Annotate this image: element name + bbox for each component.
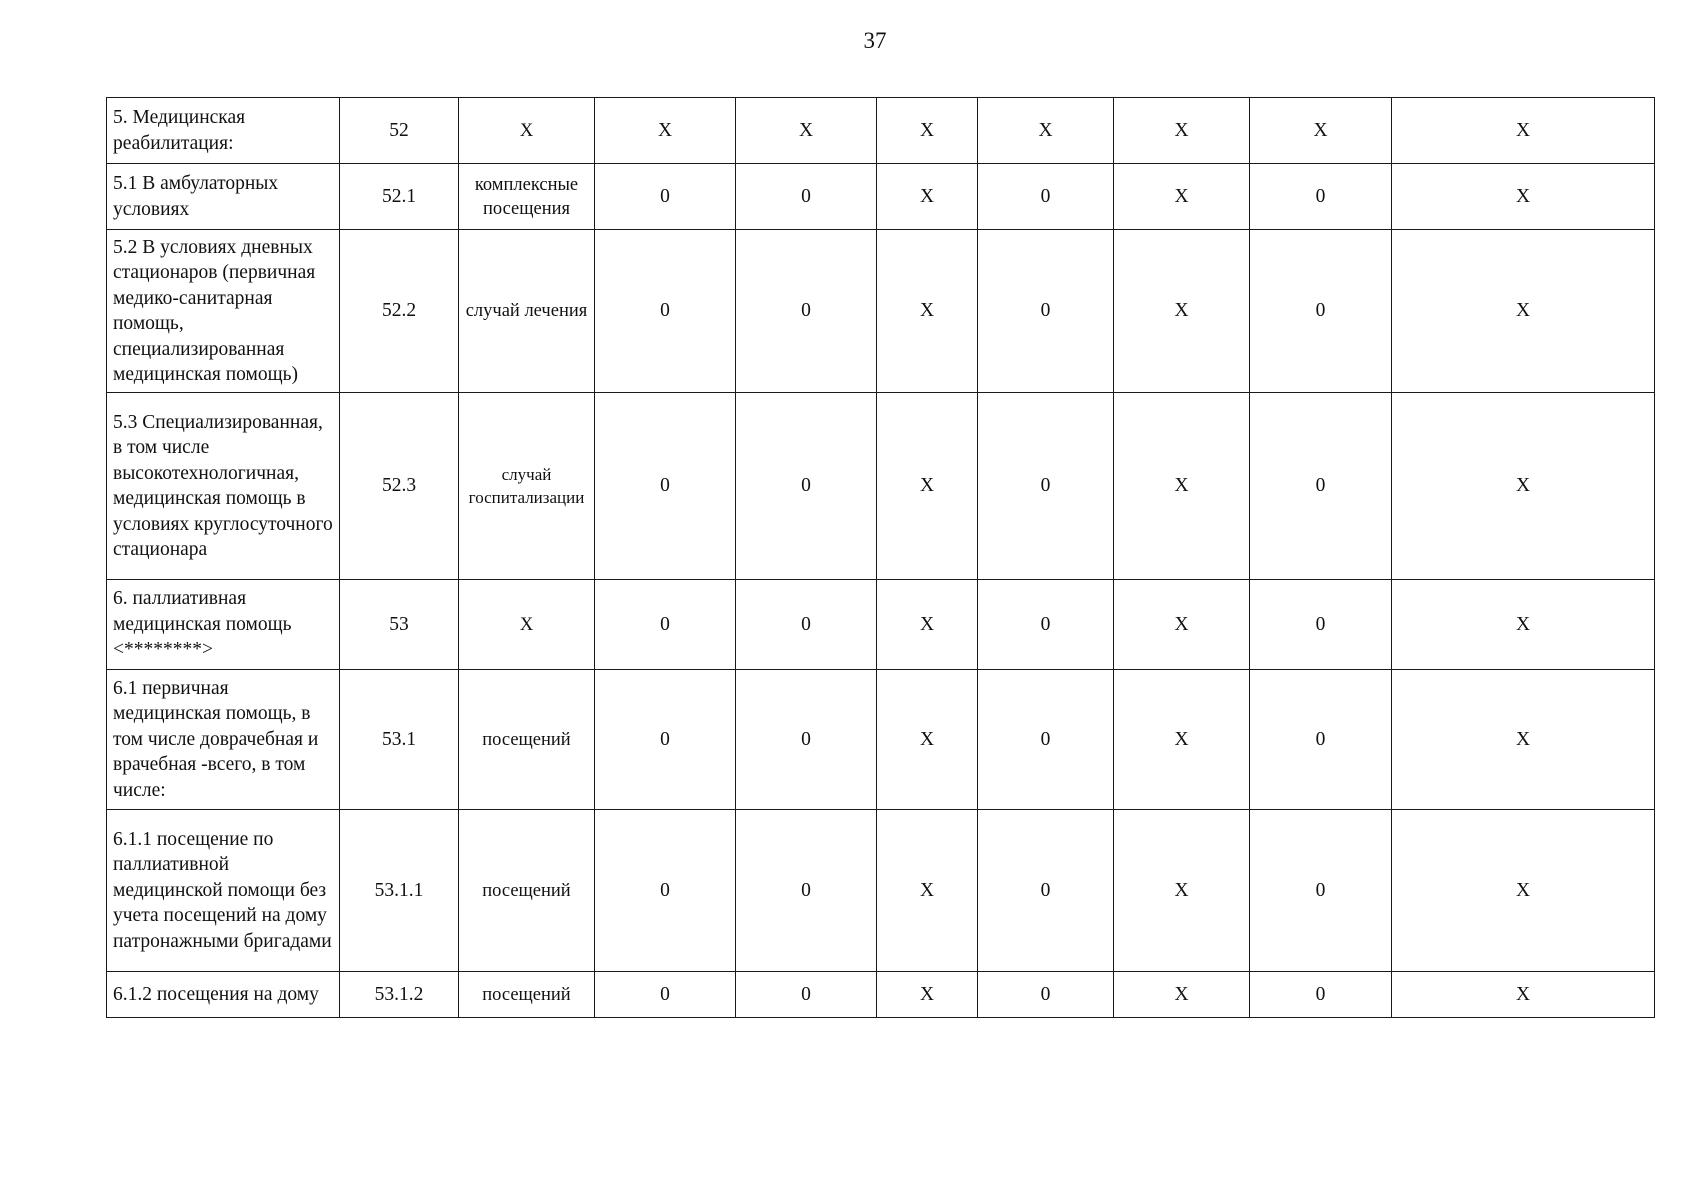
row-value: 0 <box>595 670 736 810</box>
row-value: X <box>1114 393 1250 580</box>
row-value: 0 <box>1250 810 1392 972</box>
row-value: 0 <box>595 810 736 972</box>
row-name: 6.1 первичная медицинская помощь, в том числе доврачебная и врачебная -всего, в том числе: <box>107 670 340 810</box>
row-unit: посещений <box>459 972 595 1018</box>
row-value: 0 <box>1250 230 1392 393</box>
table-row <box>107 164 1655 230</box>
row-value: 0 <box>1250 580 1392 670</box>
row-value: 0 <box>736 580 877 670</box>
row-value: 0 <box>595 393 736 580</box>
row-value: 0 <box>978 580 1114 670</box>
row-value: X <box>1392 164 1655 230</box>
row-value: 0 <box>736 810 877 972</box>
row-code: 52.3 <box>340 393 459 580</box>
row-value: X <box>877 972 978 1018</box>
row-value: 0 <box>978 164 1114 230</box>
row-value: 0 <box>595 972 736 1018</box>
table-row <box>107 230 1655 393</box>
row-value: X <box>877 393 978 580</box>
row-value: X <box>1114 972 1250 1018</box>
table-row <box>107 810 1655 972</box>
table-row <box>107 972 1655 1018</box>
row-code: 52 <box>340 98 459 164</box>
row-value: 0 <box>1250 164 1392 230</box>
row-unit: комплексные посещения <box>459 164 595 230</box>
row-value: 0 <box>978 230 1114 393</box>
row-value: X <box>877 810 978 972</box>
row-value: 0 <box>736 670 877 810</box>
row-value: 0 <box>978 972 1114 1018</box>
table-row <box>107 98 1655 164</box>
row-value: X <box>1392 98 1655 164</box>
row-name: 6.1.1 посещение по паллиативной медицинской помощи без учета посещений на дому патронажными бригадами <box>107 810 340 972</box>
table-row <box>107 670 1655 810</box>
row-value: X <box>978 98 1114 164</box>
row-value: X <box>1392 972 1655 1018</box>
row-value: X <box>877 670 978 810</box>
row-value: X <box>877 580 978 670</box>
row-value: X <box>877 230 978 393</box>
row-name: 5. Медицинская реабилитация: <box>107 98 340 164</box>
row-value: X <box>1114 670 1250 810</box>
row-unit: случай лечения <box>459 230 595 393</box>
row-value: 0 <box>595 164 736 230</box>
row-value: 0 <box>736 393 877 580</box>
row-value: 0 <box>1250 393 1392 580</box>
table-container <box>106 97 1654 1018</box>
row-name: 5.3 Специализированная, в том числе высокотехнологичная, медицинская помощь в условиях круглосуточного стационара <box>107 393 340 580</box>
row-value: 0 <box>978 810 1114 972</box>
row-unit: случай госпитализации <box>459 393 595 580</box>
row-value: 0 <box>978 393 1114 580</box>
row-value: 0 <box>736 230 877 393</box>
row-value: X <box>736 98 877 164</box>
row-value: 0 <box>736 972 877 1018</box>
row-code: 53.1.1 <box>340 810 459 972</box>
row-value: 0 <box>736 164 877 230</box>
row-value: 0 <box>1250 972 1392 1018</box>
row-code: 53.1 <box>340 670 459 810</box>
row-name: 5.2 В условиях дневных стационаров (первичная медико-санитарная помощь, специализированная медицинская помощь) <box>107 230 340 393</box>
row-value: X <box>1114 164 1250 230</box>
table-row <box>107 580 1655 670</box>
row-unit: X <box>459 98 595 164</box>
row-code: 53.1.2 <box>340 972 459 1018</box>
row-value: X <box>1114 98 1250 164</box>
row-value: X <box>1250 98 1392 164</box>
row-value: 0 <box>978 670 1114 810</box>
row-value: 0 <box>595 580 736 670</box>
row-value: X <box>1392 810 1655 972</box>
row-value: X <box>595 98 736 164</box>
row-unit: посещений <box>459 810 595 972</box>
table-row <box>107 393 1655 580</box>
row-name: 5.1 В амбулаторных условиях <box>107 164 340 230</box>
row-value: X <box>1114 230 1250 393</box>
row-unit: X <box>459 580 595 670</box>
row-value: 0 <box>1250 670 1392 810</box>
row-value: X <box>1392 670 1655 810</box>
row-name: 6. паллиативная медицинская помощь <********> <box>107 580 340 670</box>
row-value: X <box>1392 580 1655 670</box>
page-number: 37 <box>863 28 887 53</box>
row-name: 6.1.2 посещения на дому <box>107 972 340 1018</box>
row-code: 52.1 <box>340 164 459 230</box>
row-value: X <box>877 164 978 230</box>
row-value: X <box>1114 810 1250 972</box>
row-code: 52.2 <box>340 230 459 393</box>
row-value: X <box>1114 580 1250 670</box>
row-value: X <box>877 98 978 164</box>
row-value: X <box>1392 393 1655 580</box>
row-unit: посещений <box>459 670 595 810</box>
row-code: 53 <box>340 580 459 670</box>
row-value: 0 <box>595 230 736 393</box>
data-table <box>106 97 1655 1018</box>
row-value: X <box>1392 230 1655 393</box>
